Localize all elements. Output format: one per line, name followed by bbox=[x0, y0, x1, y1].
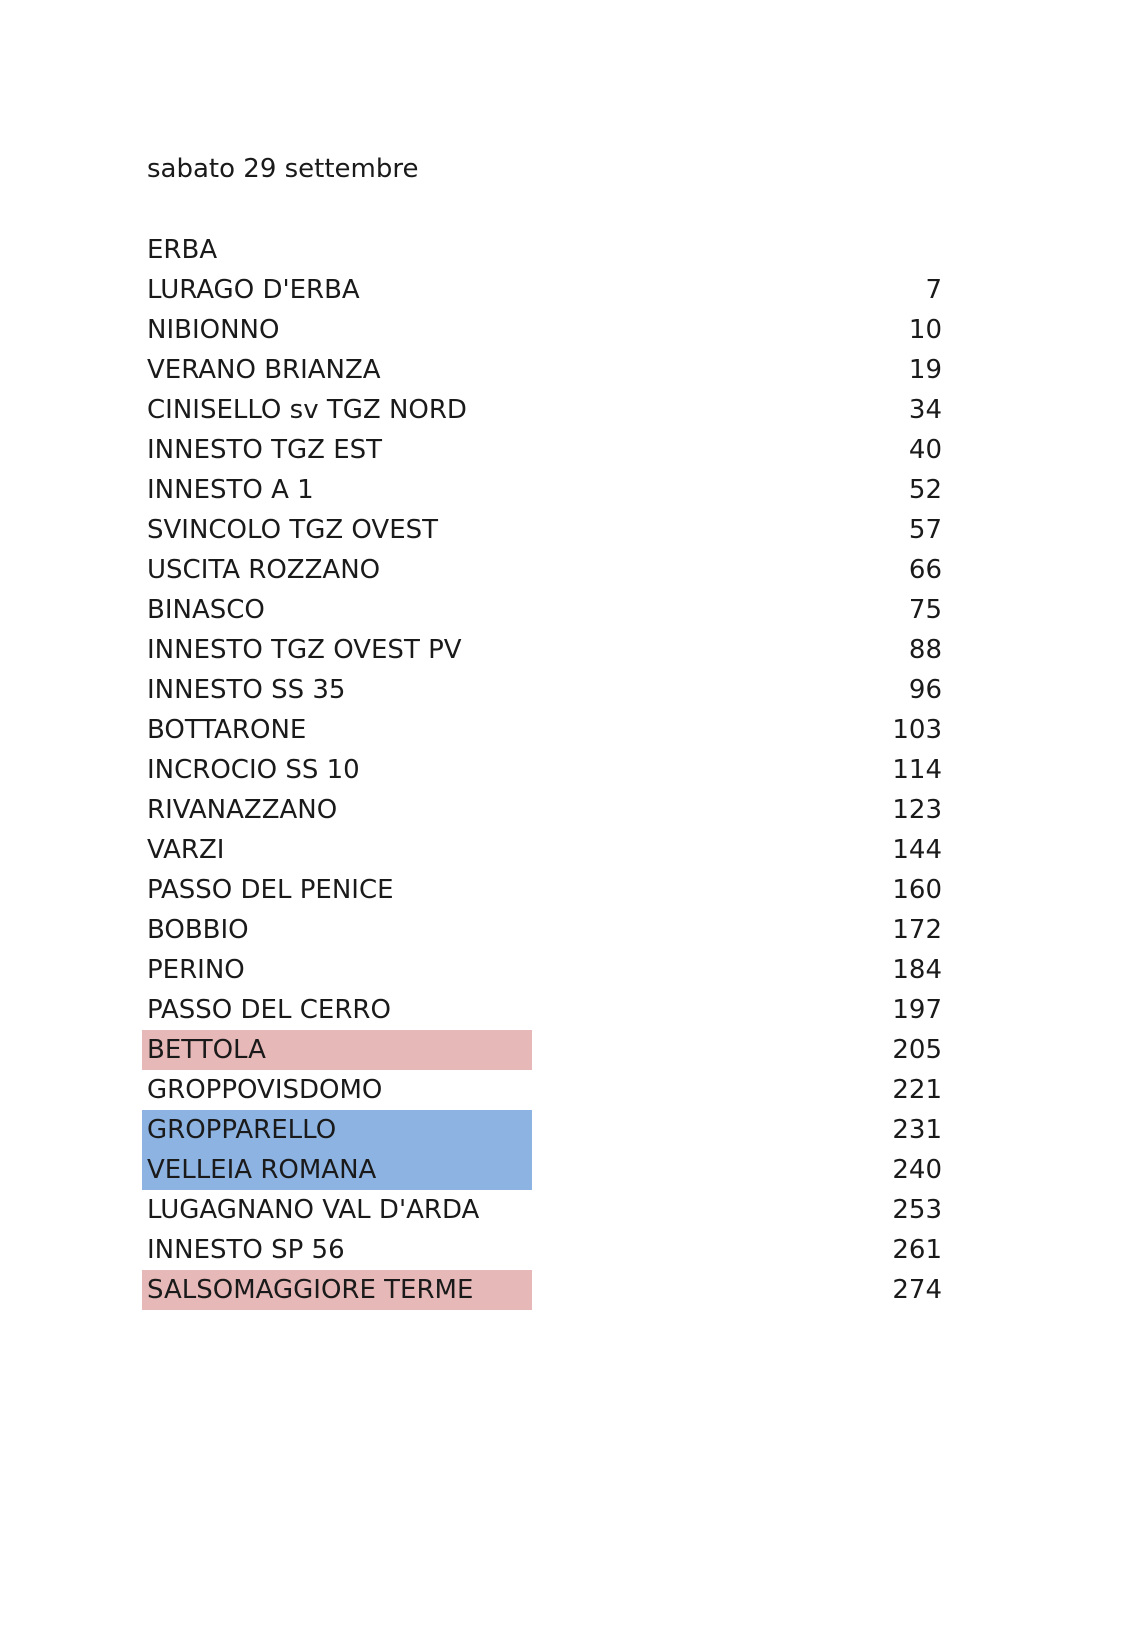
stop-km: 75 bbox=[908, 595, 942, 625]
stop-name: INNESTO SP 56 bbox=[147, 1235, 345, 1265]
stop-km: 240 bbox=[892, 1155, 942, 1185]
table-row bbox=[142, 270, 952, 310]
stop-name: BOTTARONE bbox=[147, 715, 307, 745]
stop-name: LURAGO D'ERBA bbox=[147, 275, 360, 305]
table-row bbox=[142, 1230, 952, 1270]
stop-km: 7 bbox=[925, 275, 942, 305]
table-row bbox=[142, 350, 952, 390]
stop-km: 103 bbox=[892, 715, 942, 745]
stop-name: BETTOLA bbox=[142, 1030, 532, 1070]
stop-name: BOBBIO bbox=[147, 915, 249, 945]
stop-name: GROPPARELLO bbox=[142, 1110, 532, 1150]
stop-km: 197 bbox=[892, 995, 942, 1025]
stop-name: ERBA bbox=[147, 235, 218, 265]
stop-name: LUGAGNANO VAL D'ARDA bbox=[147, 1195, 480, 1225]
table-row bbox=[142, 990, 952, 1030]
stop-km: 172 bbox=[892, 915, 942, 945]
stop-km: 34 bbox=[908, 395, 942, 425]
stop-km: 88 bbox=[908, 635, 942, 665]
table-row bbox=[142, 630, 952, 670]
stop-name: RIVANAZZANO bbox=[147, 795, 338, 825]
table-row-highlighted-pink bbox=[142, 1030, 952, 1070]
stop-km: 40 bbox=[908, 435, 942, 465]
route-table bbox=[142, 230, 952, 1310]
stop-name: VARZI bbox=[147, 835, 225, 865]
table-row bbox=[142, 590, 952, 630]
stop-name: GROPPOVISDOMO bbox=[147, 1075, 383, 1105]
stop-km: 57 bbox=[908, 515, 942, 545]
table-row bbox=[142, 390, 952, 430]
table-row bbox=[142, 710, 952, 750]
table-row bbox=[142, 430, 952, 470]
stop-name: INCROCIO SS 10 bbox=[147, 755, 360, 785]
stop-km: 160 bbox=[892, 875, 942, 905]
stop-km: 221 bbox=[892, 1075, 942, 1105]
stop-name: INNESTO TGZ OVEST PV bbox=[147, 635, 462, 665]
table-row bbox=[142, 870, 952, 910]
table-row bbox=[142, 310, 952, 350]
stop-name: VELLEIA ROMANA bbox=[142, 1150, 532, 1190]
table-row bbox=[142, 910, 952, 950]
page-title: sabato 29 settembre bbox=[147, 154, 419, 184]
stop-name: BINASCO bbox=[147, 595, 265, 625]
table-row bbox=[142, 790, 952, 830]
stop-km: 274 bbox=[892, 1275, 942, 1305]
stop-km: 66 bbox=[908, 555, 942, 585]
stop-name: CINISELLO sv TGZ NORD bbox=[147, 395, 467, 425]
table-row bbox=[142, 550, 952, 590]
stop-km: 10 bbox=[908, 315, 942, 345]
table-row bbox=[142, 830, 952, 870]
table-row-highlighted-blue bbox=[142, 1110, 952, 1150]
stop-name: PERINO bbox=[147, 955, 245, 985]
stop-name: INNESTO A 1 bbox=[147, 475, 314, 505]
table-row bbox=[142, 950, 952, 990]
stop-km: 205 bbox=[892, 1035, 942, 1065]
stop-name: VERANO BRIANZA bbox=[147, 355, 381, 385]
table-row-highlighted-pink bbox=[142, 1270, 952, 1310]
stop-name: NIBIONNO bbox=[147, 315, 280, 345]
table-row bbox=[142, 470, 952, 510]
stop-name: USCITA ROZZANO bbox=[147, 555, 381, 585]
stop-km: 253 bbox=[892, 1195, 942, 1225]
table-row bbox=[142, 230, 952, 270]
stop-name: PASSO DEL CERRO bbox=[147, 995, 391, 1025]
stop-name: INNESTO SS 35 bbox=[147, 675, 346, 705]
stop-km: 231 bbox=[892, 1115, 942, 1145]
stop-km: 261 bbox=[892, 1235, 942, 1265]
stop-km: 123 bbox=[892, 795, 942, 825]
stop-km: 144 bbox=[892, 835, 942, 865]
table-row bbox=[142, 750, 952, 790]
stop-km: 96 bbox=[908, 675, 942, 705]
stop-name: SALSOMAGGIORE TERME bbox=[142, 1270, 532, 1310]
stop-km: 114 bbox=[892, 755, 942, 785]
table-row bbox=[142, 510, 952, 550]
stop-name: PASSO DEL PENICE bbox=[147, 875, 394, 905]
stop-name: SVINCOLO TGZ OVEST bbox=[147, 515, 439, 545]
stop-km: 19 bbox=[908, 355, 942, 385]
stop-km: 52 bbox=[908, 475, 942, 505]
table-row-highlighted-blue bbox=[142, 1150, 952, 1190]
stop-name: INNESTO TGZ EST bbox=[147, 435, 383, 465]
table-row bbox=[142, 670, 952, 710]
table-row bbox=[142, 1070, 952, 1110]
table-row bbox=[142, 1190, 952, 1230]
stop-km: 184 bbox=[892, 955, 942, 985]
